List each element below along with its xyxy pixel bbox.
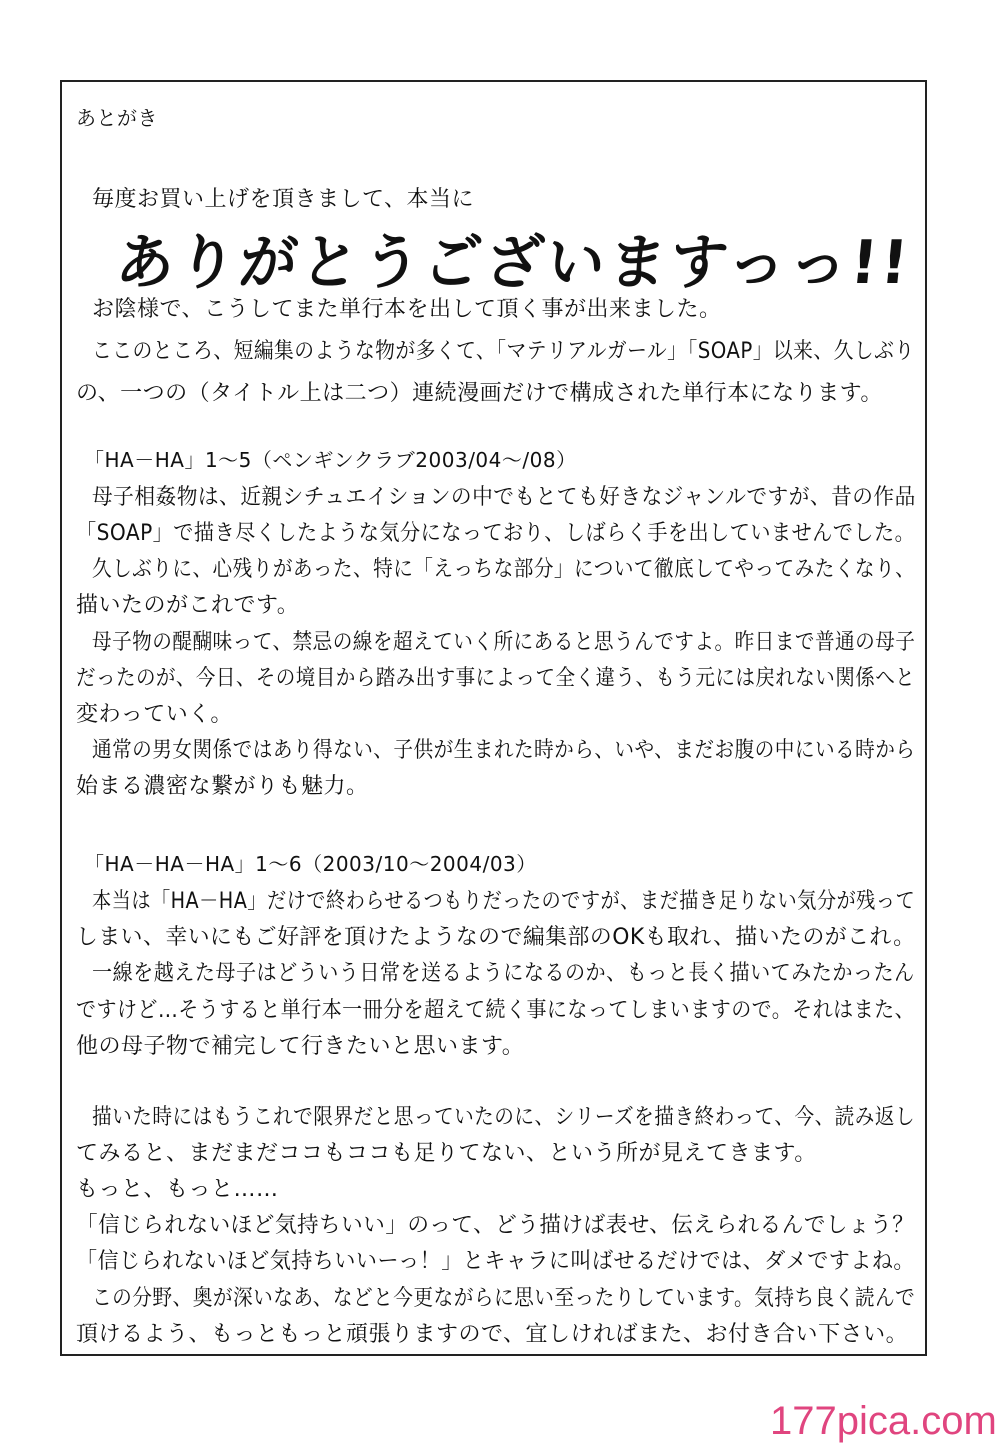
- paragraph-line: の、一つの（タイトル上は二つ）連続漫画だけで構成された単行本になります。: [76, 381, 883, 406]
- thanks-handwritten: ありがとうございますっっ!!: [112, 228, 915, 298]
- paragraph-line: もっと、もっと……: [76, 1177, 279, 1202]
- paragraph-line: 久しぶりに、心残りがあった、特に「えっちな部分」について徹底してやってみたくなり、: [92, 557, 916, 582]
- site-watermark: 177pica.com: [770, 1399, 997, 1443]
- section-heading-ha-ha-ha: 「HA－HA－HA」1～6（2003/10～2004/03）: [84, 852, 537, 876]
- afterword-heading: あとがき: [76, 106, 158, 130]
- section-heading-ha-ha: 「HA－HA」1～5（ペンギンクラブ2003/04～/08）: [84, 448, 577, 472]
- paragraph-line: 描いた時にはもうこれで限界だと思っていたのに、シリーズを描き終わって、今、読み返し: [92, 1105, 916, 1130]
- paragraph-line: 描いたのがこれです。: [76, 593, 300, 618]
- paragraph-line: ですけど…そうすると単行本一冊分を超えて続く事になってしまいますので。それはまた、: [76, 998, 916, 1023]
- paragraph-line: 始まる濃密な繋がりも魅力。: [76, 774, 369, 799]
- paragraph-line: 母子相姦物は、近親シチュエイションの中でもとても好きなジャンルですが、昔の作品: [92, 485, 916, 510]
- paragraph-line: 「信じられないほど気持ちいいーっ！」とキャラに叫ばせるだけでは、ダメですよね。: [76, 1249, 915, 1274]
- paragraph-line: ここのところ、短編集のような物が多くて、「マテリアルガール」「SOAP」以来、久しぶり: [92, 339, 915, 364]
- paragraph-line: しまい、幸いにもご好評を頂けたようなので編集部のOKも取れ、描いたのがこれ。: [76, 925, 916, 950]
- paragraph-line: 変わっていく。: [76, 702, 233, 727]
- paragraph-line: 「信じられないほど気持ちいい」のって、どう描けば表せ、伝えられるんでしょう？: [76, 1213, 915, 1238]
- paragraph-line: 通常の男女関係ではあり得ない、子供が生まれた時から、いや、まだお腹の中にいる時から: [92, 738, 916, 763]
- paragraph-line: 頂けるよう、もっともっと頑張りますので、宜しければまた、お付き合い下さい。: [76, 1322, 909, 1347]
- intro-line: 毎度お買い上げを頂きまして、本当に: [92, 187, 475, 212]
- paragraph-line: 本当は「HA－HA」だけで終わらせるつもりだったのですが、まだ描き足りない気分が残って: [92, 889, 916, 914]
- paragraph-line: 一線を越えた母子はどういう日常を送るようになるのか、もっと長く描いてみたかったん: [92, 961, 915, 986]
- paragraph-line: この分野、奥が深いなあ、などと今更ながらに思い至ったりしています。気持ち良く読んで: [92, 1286, 916, 1311]
- paragraph-line: だったのが、今日、その境目から踏み出す事によって全く違う、もう元には戻れない関係へと: [76, 666, 916, 691]
- paragraph-line: 母子物の醍醐味って、禁忌の線を超えていく所にあると思うんですよ。昨日まで普通の母子: [92, 630, 916, 655]
- paragraph-line: お陰様で、こうしてまた単行本を出して頂く事が出来ました。: [92, 297, 722, 322]
- paragraph-line: 他の母子物で補完して行きたいと思います。: [76, 1034, 525, 1059]
- paragraph-line: 「SOAP」で描き尽くしたような気分になっており、しばらく手を出していませんでした。: [76, 521, 916, 546]
- paragraph-line: てみると、まだまだココもココも足りてない、という所が見えてきます。: [76, 1141, 817, 1166]
